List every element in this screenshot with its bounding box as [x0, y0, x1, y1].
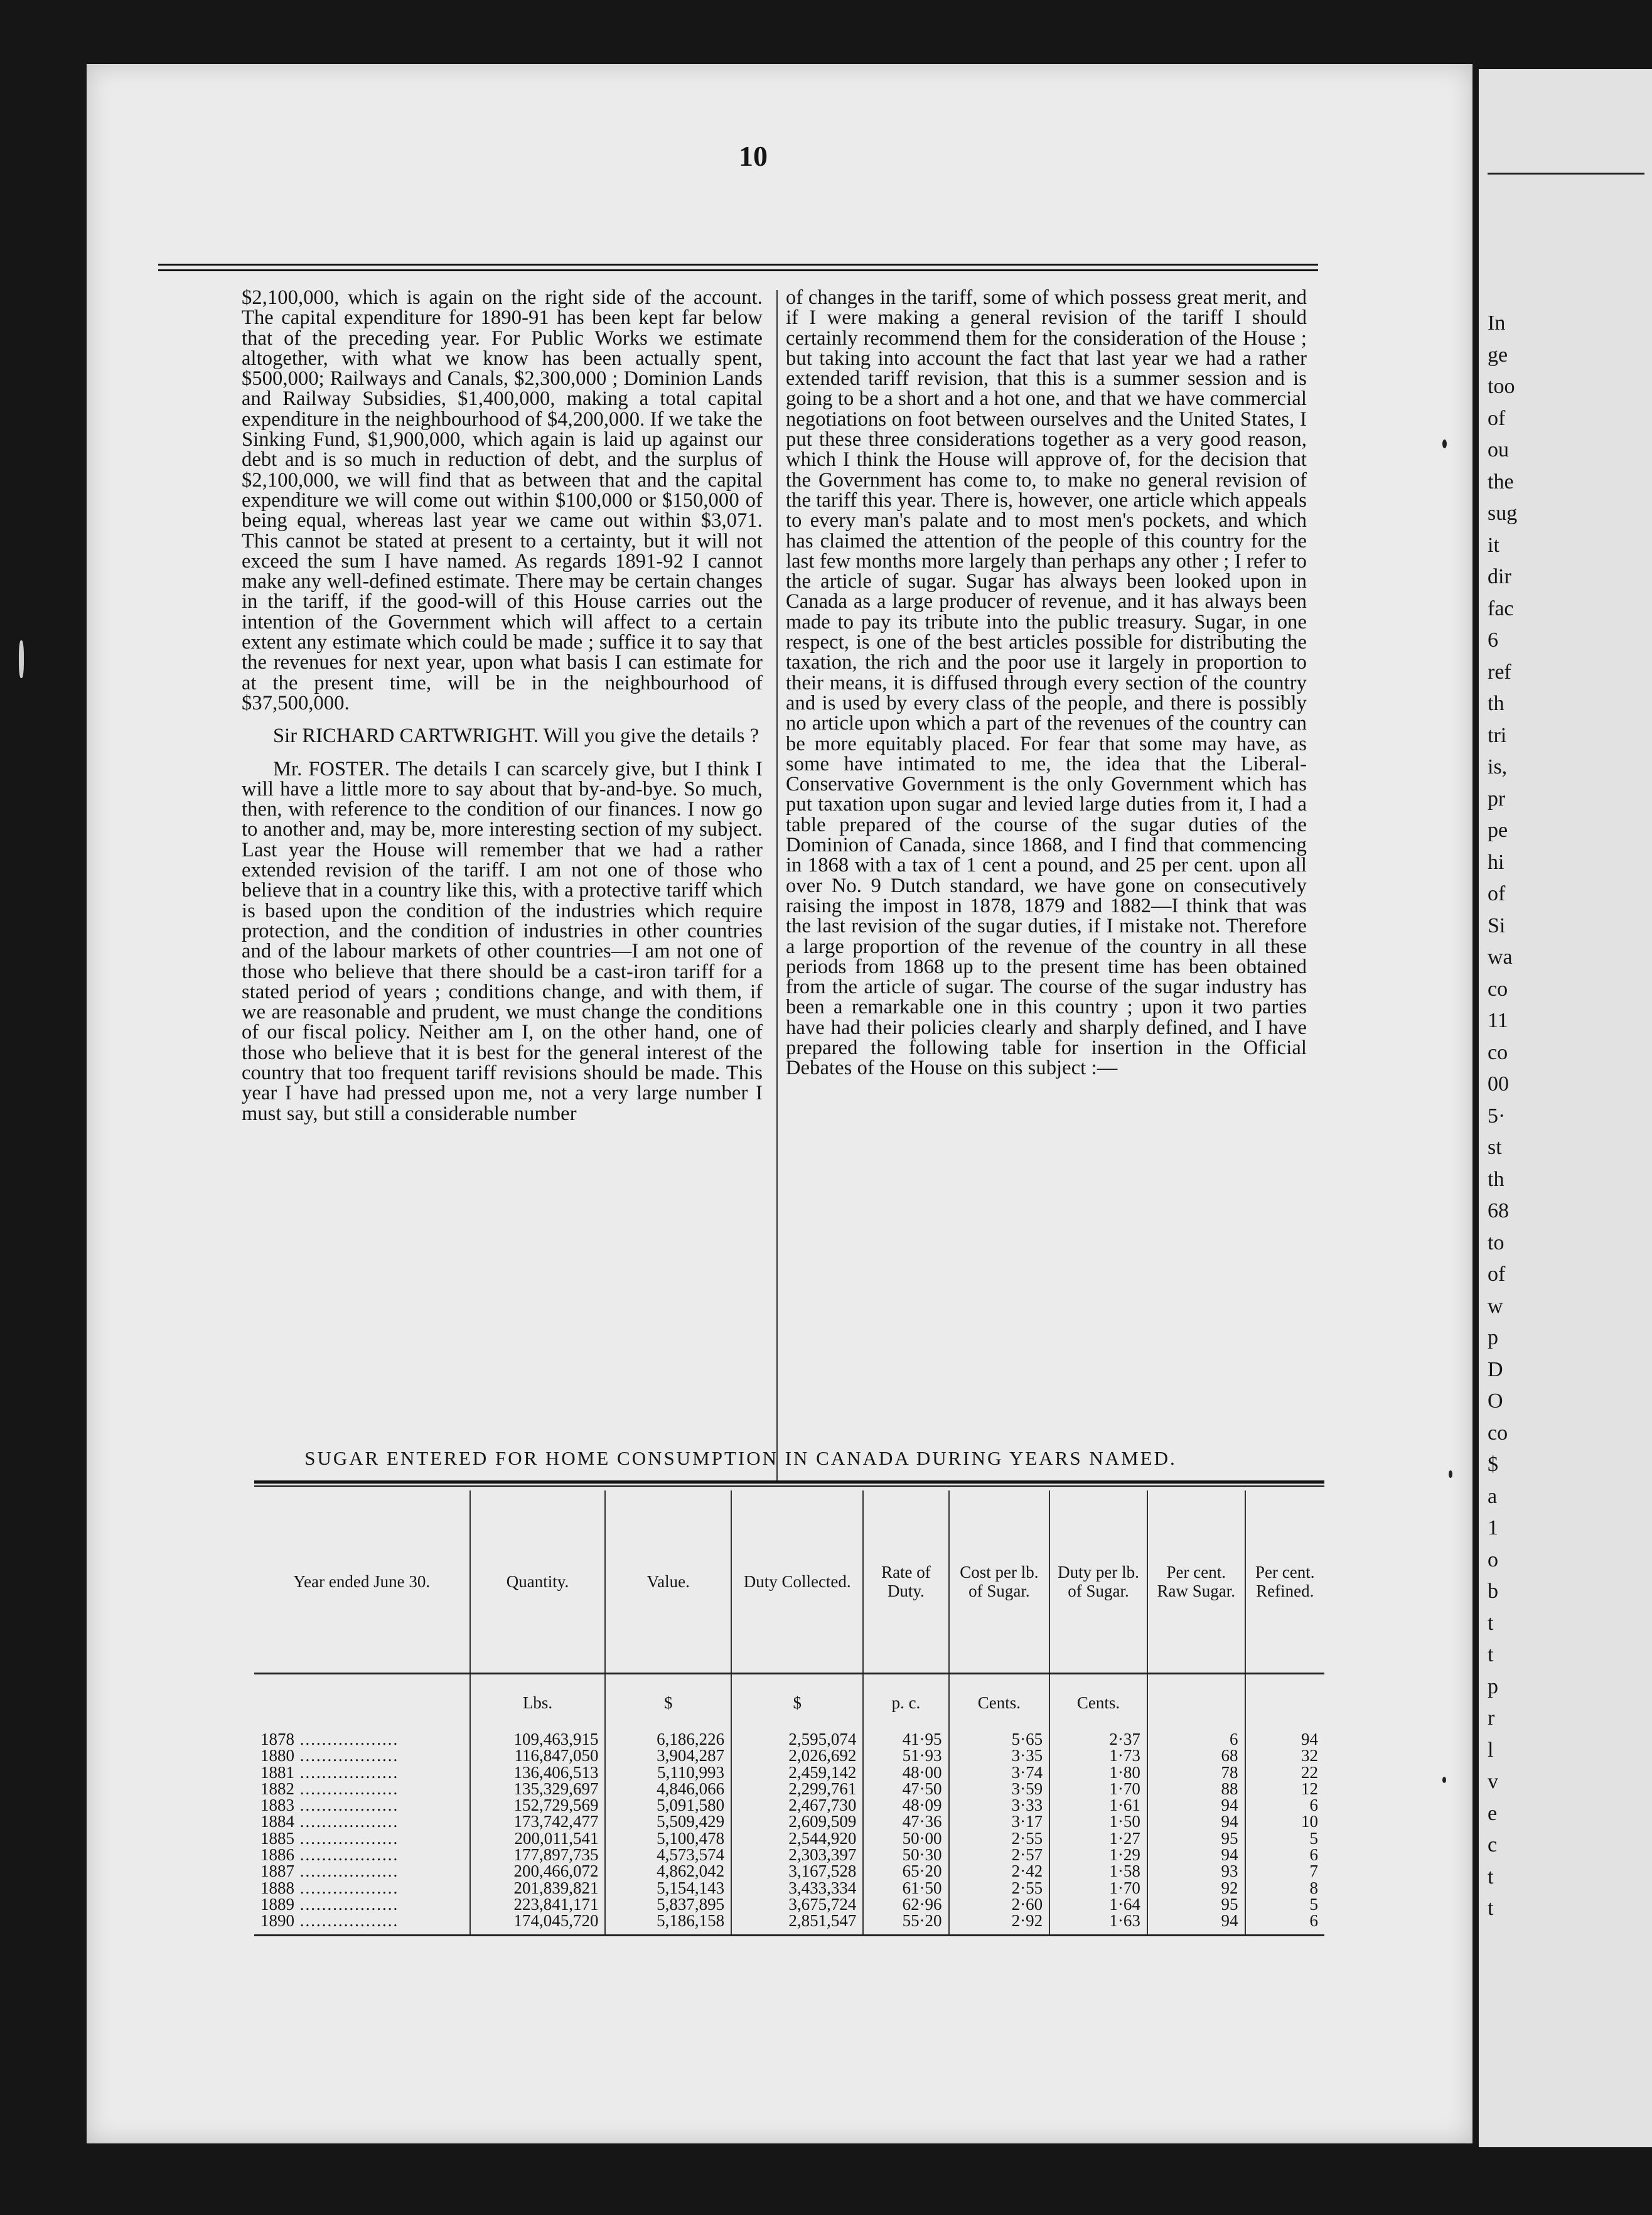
- table-cell: 62·96: [863, 1896, 948, 1912]
- table-cell: 6,186,226: [605, 1731, 731, 1747]
- table-cell: 136,406,513: [470, 1764, 606, 1781]
- table-cell: 10: [1245, 1813, 1324, 1830]
- table-header-row: [254, 1490, 1324, 1674]
- dot-leader: ..................: [294, 1828, 399, 1848]
- table-cell: 55·20: [863, 1912, 948, 1935]
- table-cell: 1·64: [1049, 1896, 1147, 1912]
- table-cell: 4,573,574: [605, 1846, 731, 1863]
- table-cell: 1·58: [1049, 1863, 1147, 1879]
- table-cell: 78: [1147, 1764, 1245, 1781]
- table-cell: 94: [1245, 1731, 1324, 1747]
- table-cell: 1·29: [1049, 1846, 1147, 1863]
- unit-cell: [1245, 1674, 1324, 1732]
- table-cell: 8: [1245, 1880, 1324, 1896]
- year-cell: 1878 ..................: [260, 1730, 399, 1749]
- table-cell: 3,433,334: [731, 1880, 863, 1896]
- year-cell: 1888 ..................: [260, 1878, 399, 1897]
- table-row: [254, 1846, 1324, 1863]
- table-row: [254, 1797, 1324, 1813]
- table-cell: 152,729,569: [470, 1797, 606, 1813]
- table-cell: 5,091,580: [605, 1797, 731, 1813]
- table-cell: 68: [1147, 1747, 1245, 1764]
- year-cell: 1885 ..................: [260, 1828, 399, 1848]
- table-cell: 93: [1147, 1863, 1245, 1879]
- header-year: Year ended June 30.: [254, 1490, 470, 1674]
- left-column: [242, 288, 763, 1499]
- header-duty-per-lb: Duty per lb. of Sugar.: [1049, 1490, 1147, 1674]
- table-title: SUGAR ENTERED FOR HOME CONSUMPTION IN CANADA DURING YEARS NAMED.: [304, 1447, 1177, 1469]
- table-cell: 1·80: [1049, 1764, 1147, 1781]
- table-cell: 2,299,761: [731, 1781, 863, 1797]
- table-cell: 50·30: [863, 1846, 948, 1863]
- table-row: [254, 1747, 1324, 1764]
- unit-cell: $: [605, 1674, 731, 1732]
- header-refined: Per cent. Refined.: [1245, 1490, 1324, 1674]
- table-cell: 41·95: [863, 1731, 948, 1747]
- table-cell: 3,904,287: [605, 1747, 731, 1764]
- table-cell: 2,544,920: [731, 1830, 863, 1846]
- dot-leader: ..................: [294, 1845, 399, 1865]
- year-cell: 1880 ..................: [260, 1746, 399, 1765]
- table-units-row: [254, 1674, 1324, 1732]
- table-row: [254, 1781, 1324, 1797]
- table-cell: 1·50: [1049, 1813, 1147, 1830]
- table-cell: 3·17: [949, 1813, 1050, 1830]
- table-cell: 200,466,072: [470, 1863, 606, 1879]
- table-cell: 3·59: [949, 1781, 1050, 1797]
- table-cell: 1·70: [1049, 1781, 1147, 1797]
- table-cell: 95: [1147, 1830, 1245, 1846]
- table-cell: 201,839,821: [470, 1880, 606, 1896]
- table-cell: 174,045,720: [470, 1912, 606, 1935]
- table-cell: 1·27: [1049, 1830, 1147, 1846]
- dot-leader: ..................: [294, 1862, 399, 1881]
- table-cell: 94: [1147, 1813, 1245, 1830]
- table-cell: 7: [1245, 1863, 1324, 1879]
- next-page-edge: [1479, 69, 1652, 2147]
- table-cell: 4,862,042: [605, 1863, 731, 1879]
- table-cell: 5·65: [949, 1731, 1050, 1747]
- table-cell: 2·60: [949, 1896, 1050, 1912]
- unit-cell: Cents.: [949, 1674, 1050, 1732]
- unit-cell: [1147, 1674, 1245, 1732]
- table-cell: 5,110,993: [605, 1764, 731, 1781]
- table-cell: 2·92: [949, 1912, 1050, 1935]
- table-cell: 3·74: [949, 1764, 1050, 1781]
- table-row: [254, 1880, 1324, 1896]
- dot-leader: ..................: [294, 1878, 399, 1897]
- year-cell: 1890 ..................: [254, 1912, 470, 1935]
- table-cell: 3,675,724: [731, 1896, 863, 1912]
- table-cell: 2,026,692: [731, 1747, 863, 1764]
- table-cell: 2,459,142: [731, 1764, 863, 1781]
- table-cell: 177,897,735: [470, 1846, 606, 1863]
- paragraph-continuation: $2,100,000, which is again on the right side of the account. The capital expenditure for 1890-91 has been kept far below that of the preceding year. For Public Works we estimate altogether, with what we know has been actually spent, $500,000; Railways and Canals, $2,300,000 ; Dominion Lands and Railway Subsidies, $1,400,000, making a total capital expenditure in the neighbourhood of $4,200,000. If we take the Sinking Fund, $1,900,000, which again is laid up against our debt and is so much in reduction of debt, and the surplus of $2,100,000, we will find that as between that and the capital expenditure we will come out within $100,000 or $150,000 of being equal, whereas last year we came out within $3,071. This cannot be stated at present to a certainty, but it will not exceed the sum I have named. As regards 1891-92 I cannot make any well-defined estimate. There may be certain changes in the tariff, if the good-will of this House carries out the intention of the Government which will affect to a certain extent any estimate which could be made ; suffice it to say that the revenues for next year, upon what basis I can estimate for at the present time, will be in the neighbourhood of $37,500,000.: [242, 286, 763, 714]
- header-double-rule: [158, 264, 1318, 271]
- table-row: [254, 1830, 1324, 1846]
- column-divider: [776, 290, 778, 1483]
- table-cell: 5,100,478: [605, 1830, 731, 1846]
- dot-leader: ..................: [294, 1796, 399, 1815]
- table-cell: 94: [1147, 1797, 1245, 1813]
- dot-leader: ..................: [294, 1762, 399, 1782]
- dot-leader: ..................: [294, 1779, 399, 1798]
- table-cell: 32: [1245, 1747, 1324, 1764]
- year-cell: 1881 ..................: [260, 1762, 399, 1782]
- table-cell: 200,011,541: [470, 1830, 606, 1846]
- sugar-table: [254, 1490, 1324, 1936]
- table-cell: 48·00: [863, 1764, 948, 1781]
- header-raw-sugar: Per cent. Raw Sugar.: [1147, 1490, 1245, 1674]
- next-page-rule: [1488, 173, 1644, 175]
- table-cell: 6: [1147, 1731, 1245, 1747]
- table-cell: 50·00: [863, 1830, 948, 1846]
- page-number: 10: [739, 140, 768, 172]
- right-column: [786, 288, 1307, 1499]
- header-value: Value.: [605, 1490, 731, 1674]
- table-row: [254, 1813, 1324, 1830]
- header-duty-collected: Duty Collected.: [731, 1490, 863, 1674]
- table-cell: 65·20: [863, 1863, 948, 1879]
- table-cell: 2,609,509: [731, 1813, 863, 1830]
- table-cell: 3·35: [949, 1747, 1050, 1764]
- year-cell: 1887 ..................: [260, 1862, 399, 1881]
- table-cell: 1·70: [1049, 1880, 1147, 1896]
- table-cell: 135,329,697: [470, 1781, 606, 1797]
- table-cell: 3,167,528: [731, 1863, 863, 1879]
- table-cell: 95: [1147, 1896, 1245, 1912]
- year-cell: 1884 ..................: [260, 1812, 399, 1831]
- table-cell: 5,186,158: [605, 1912, 731, 1935]
- table-top-rule: [254, 1480, 1324, 1487]
- header-rate-of-duty: Rate of Duty.: [863, 1490, 948, 1674]
- table-cell: 92: [1147, 1880, 1245, 1896]
- table-cell: 12: [1245, 1781, 1324, 1797]
- table-cell: 5,509,429: [605, 1813, 731, 1830]
- unit-cell: Lbs.: [470, 1674, 606, 1732]
- table-cell: 51·93: [863, 1747, 948, 1764]
- paragraph-sugar: of changes in the tariff, some of which possess great merit, and if I were making a general revision of the tariff I should certainly recommend them for the consideration of the House ; but taking into account the fact that last year we had a rather extended tariff revision, that this is a summer session and is going to be a short and a hot one, and that we have commercial negotiations on foot between ourselves and the United States, I put these three considerations together as a very good reason, which I think the House will approve of, for the decision that the Government has come to, to make no general revision of the tariff this year. There is, however, one article which appeals to every man's palate and to most men's pockets, and which has claimed the attention of the people of this country for the last few months more largely than perhaps any other ; I refer to the article of sugar. Sugar has always been looked upon in Canada as a large producer of revenue, and it has always been made to pay its tribute into the public treasury. Sugar, in one respect, is one of the best articles possible for distributing the taxation, the rich and the poor use it largely in proportion to their means, it is diffused through every section of the country and is used by every class of the people, and there is possibly no article upon which a part of the revenues of the country can be more equitably placed. For fear that some may have, as some have intimated to me, the idea that the Liberal-Conservative Government is the only Government which has put taxation upon sugar and levied large duties from it, I had a table prepared of the course of the sugar duties of the Dominion of Canada, since 1868, and I find that commencing in 1868 with a tax of 1 cent a pound, and 25 per cent. upon all over No. 9 Dutch standard, we have gone on consecutively raising the impost in 1878, 1879 and 1882—I think that was the last revision of the sugar duties, if I mistake not. Therefore a large proportion of the revenue of the country in all these periods from 1868 up to the present time has been obtained from the article of sugar. The course of the sugar industry has been a remarkable one in this country ; upon it two parties have had their policies clearly and sharply defined, and I have prepared the following table for insertion in the Official Debates of the House on this subject :—: [786, 286, 1307, 1080]
- table-cell: 88: [1147, 1781, 1245, 1797]
- scan-speck: [19, 640, 24, 678]
- year-cell: 1882 ..................: [260, 1779, 399, 1798]
- table-cell: 61·50: [863, 1880, 948, 1896]
- paragraph-foster: Mr. FOSTER. The details I can scarcely give, but I think I will have a little more to say about that by-and-bye. So much, then, with reference to the condition of our finances. I now go to another and, may be, more interesting section of my subject. Last year the House will remember that we had a rather extended revision of the tariff. I am not one of those who believe that in a country like this, with a protective tariff which is based upon the condition of the industries which require protection, and the condition of industries in other countries and of the labour markets of other countries—I am not one of those who believe that there should be a cast-iron tariff for a stated period of years ; conditions change, and with them, if we are reasonable and prudent, we must change the conditions of our fiscal policy. Neither am I, on the other hand, one of those who believe that it is best for the general interest of the country that too frequent tariff revisions should be made. This year I have had pressed upon me, not a very large number I must say, but still a considerable number: [242, 757, 763, 1125]
- table-row: [254, 1912, 1324, 1935]
- table-cell: 2·42: [949, 1863, 1050, 1879]
- unit-cell: Cents.: [1049, 1674, 1147, 1732]
- scan-speck: [1449, 1470, 1452, 1478]
- unit-cell: [254, 1674, 470, 1732]
- table-cell: 223,841,171: [470, 1896, 606, 1912]
- table-cell: 2·37: [1049, 1731, 1147, 1747]
- table-cell: 6: [1245, 1797, 1324, 1813]
- table-cell: 109,463,915: [470, 1731, 606, 1747]
- table-cell: 5: [1245, 1830, 1324, 1846]
- table-cell: 1·73: [1049, 1747, 1147, 1764]
- scan-speck: [1442, 1777, 1446, 1783]
- table-cell: 5: [1245, 1896, 1324, 1912]
- table-cell: 94: [1147, 1912, 1245, 1935]
- header-quantity: Quantity.: [470, 1490, 606, 1674]
- year-cell: 1886 ..................: [260, 1845, 399, 1865]
- year-cell: 1889 ..................: [260, 1894, 399, 1914]
- table-cell: 47·50: [863, 1781, 948, 1797]
- table-cell: 6: [1245, 1912, 1324, 1935]
- table-cell: 22: [1245, 1764, 1324, 1781]
- unit-cell: $: [731, 1674, 863, 1732]
- table-cell: 2,467,730: [731, 1797, 863, 1813]
- unit-cell: p. c.: [863, 1674, 948, 1732]
- dot-leader: ..................: [294, 1730, 399, 1749]
- table-row: [254, 1731, 1324, 1747]
- year-cell: 1883 ..................: [260, 1796, 399, 1815]
- table-cell: 2·55: [949, 1880, 1050, 1896]
- paragraph-cartwright: Sir RICHARD CARTWRIGHT. Will you give the details ?: [273, 725, 759, 748]
- table-cell: 2,303,397: [731, 1846, 863, 1863]
- table-cell: 1·61: [1049, 1797, 1147, 1813]
- dot-leader: ..................: [294, 1911, 399, 1931]
- scan-speck: [1442, 439, 1447, 448]
- next-page-text-fragments: In ge too of ou the sug it dir fac 6 ref th tri is, pr pe hi of Si wa co 11 co 00 5· st th 68 to of w p D O co $ a 1 o b t t p r l v e c t t: [1488, 311, 1518, 1920]
- table-cell: 4,846,066: [605, 1781, 731, 1797]
- table-cell: 6: [1245, 1846, 1324, 1863]
- table-cell: 5,154,143: [605, 1880, 731, 1896]
- table-row: [254, 1863, 1324, 1879]
- table-cell: 116,847,050: [470, 1747, 606, 1764]
- table-cell: 47·36: [863, 1813, 948, 1830]
- dot-leader: ..................: [294, 1894, 399, 1914]
- table-cell: 94: [1147, 1846, 1245, 1863]
- header-cost-per-lb: Cost per lb. of Sugar.: [949, 1490, 1050, 1674]
- table-cell: 48·09: [863, 1797, 948, 1813]
- table-cell: 173,742,477: [470, 1813, 606, 1830]
- table-cell: 2·55: [949, 1830, 1050, 1846]
- table-cell: 2·57: [949, 1846, 1050, 1863]
- table-cell: 5,837,895: [605, 1896, 731, 1912]
- table-cell: 2,851,547: [731, 1912, 863, 1935]
- table-cell: 1·63: [1049, 1912, 1147, 1935]
- table-row: [254, 1896, 1324, 1912]
- table-cell: 2,595,074: [731, 1731, 863, 1747]
- dot-leader: ..................: [294, 1812, 399, 1831]
- table-row: [254, 1764, 1324, 1781]
- table-cell: 3·33: [949, 1797, 1050, 1813]
- dot-leader: ..................: [294, 1746, 399, 1765]
